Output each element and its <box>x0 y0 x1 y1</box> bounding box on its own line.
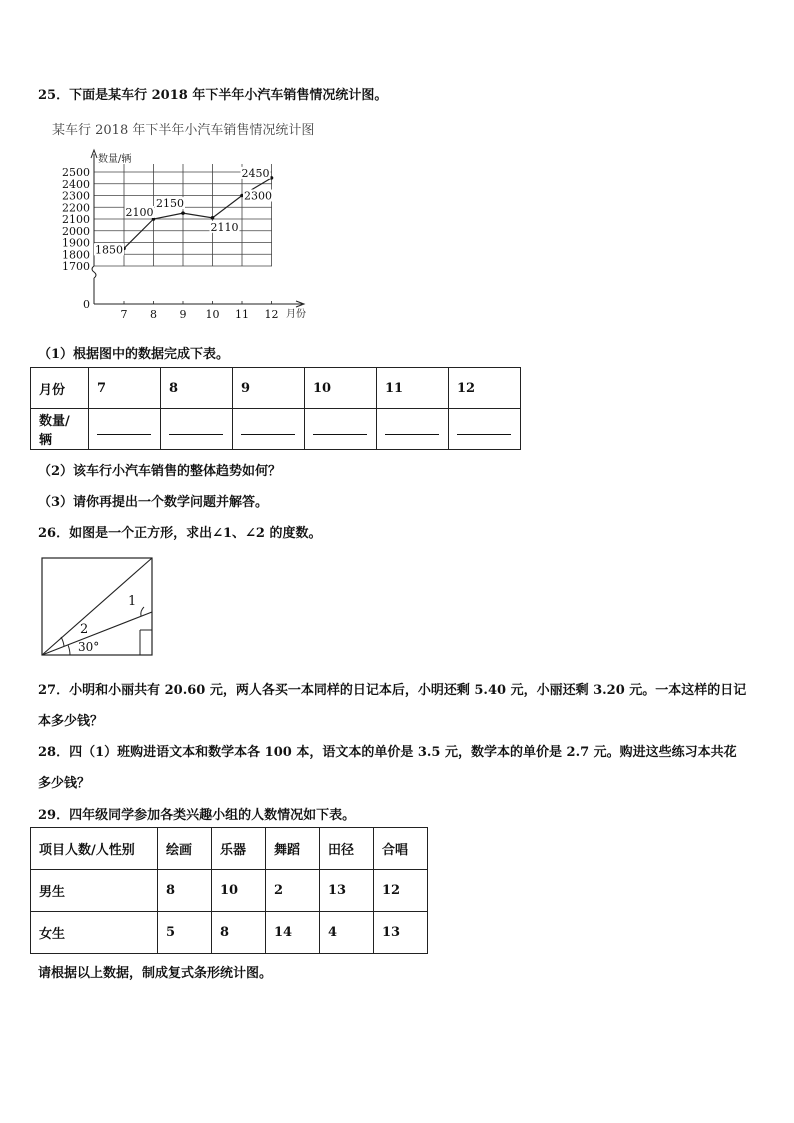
answer-blank[interactable] <box>313 420 367 435</box>
quantity-blank-cell[interactable] <box>377 409 449 450</box>
answer-blank[interactable] <box>385 420 439 435</box>
month-cell: 9 <box>233 368 305 409</box>
table-header-cell: 合唱 <box>374 828 428 870</box>
y-tick-label: 0 <box>83 298 90 311</box>
chart-series <box>94 167 273 257</box>
right-angle-mark <box>140 630 152 655</box>
quantity-blank-cell[interactable] <box>161 409 233 450</box>
y-axis-label: 数量/辆 <box>98 154 132 165</box>
square-angle-diagram <box>40 555 156 659</box>
q26-text: 26．如图是一个正方形，求出∠1、∠2 的度数。 <box>38 526 322 541</box>
month-header: 月份 <box>31 368 89 409</box>
answer-blank[interactable] <box>97 420 151 435</box>
table-cell: 14 <box>266 912 320 954</box>
month-cell: 11 <box>377 368 449 409</box>
month-cell: 8 <box>161 368 233 409</box>
y-tick-label: 2300 <box>62 189 90 203</box>
y-tick-label: 1900 <box>62 236 90 250</box>
data-label: 2450 <box>241 166 270 180</box>
q25-sub2: （2）该车行小汽车销售的整体趋势如何？ <box>38 464 282 479</box>
table-header-cell: 绘画 <box>158 828 212 870</box>
table-cell: 13 <box>320 870 374 912</box>
data-label: 2300 <box>244 189 272 203</box>
row-label: 男生 <box>31 870 158 912</box>
table-row <box>31 912 428 954</box>
quantity-header: 数量/辆 <box>31 409 89 450</box>
month-cell: 10 <box>305 368 377 409</box>
x-tick-label: 10 <box>205 308 220 321</box>
table-cell: 8 <box>212 912 266 954</box>
answer-blank[interactable] <box>457 420 511 435</box>
q28-line1: 28．四（1）班购进语文本和数学本各 100 本，语文本的单价是 3.5 元，数学本的单价是 2.7 元。购进这些练习本共花 <box>38 745 737 760</box>
quantity-blank-cell[interactable] <box>233 409 305 450</box>
table-header-cell: 田径 <box>320 828 374 870</box>
angle-1-arc <box>141 607 144 616</box>
table-row <box>31 870 428 912</box>
data-label: 2150 <box>156 197 184 211</box>
y-tick-label: 2000 <box>62 224 90 238</box>
table-header-cell: 舞蹈 <box>266 828 320 870</box>
angle-2-label: 2 <box>80 622 89 637</box>
y-tick-label: 2200 <box>62 201 90 215</box>
x-tick-label: 9 <box>179 308 187 321</box>
data-label: 2100 <box>125 206 154 219</box>
chart-grid <box>94 164 272 304</box>
row-label: 女生 <box>31 912 158 954</box>
table-cell: 5 <box>158 912 212 954</box>
table-cell: 8 <box>158 870 212 912</box>
axis-break-mark <box>92 266 96 278</box>
table-cell: 13 <box>374 912 428 954</box>
answer-blank[interactable] <box>241 420 295 435</box>
table-cell: 4 <box>320 912 374 954</box>
data-label: 2110 <box>210 220 239 234</box>
x-axis-label: 月份 <box>286 309 306 320</box>
quantity-blank-cell[interactable] <box>89 409 161 450</box>
data-label: 1850 <box>95 243 123 257</box>
quantity-blank-cell[interactable] <box>305 409 377 450</box>
table-cell: 12 <box>374 870 428 912</box>
q28-line2: 多少钱？ <box>38 776 91 791</box>
table-cell: 10 <box>212 870 266 912</box>
y-tick-label: 2500 <box>62 166 90 179</box>
month-cell: 7 <box>89 368 161 409</box>
sales-line-chart <box>40 118 340 328</box>
q29-footer: 请根据以上数据，制成复式条形统计图。 <box>38 966 273 981</box>
angle-1-label: 1 <box>128 594 137 609</box>
q25-title: 25．下面是某车行 2018 年下半年小汽车销售情况统计图。 <box>38 88 388 103</box>
x-tick-label: 8 <box>150 308 157 321</box>
y-tick-label: 2400 <box>62 177 90 191</box>
month-cell: 12 <box>449 368 521 409</box>
answer-blank[interactable] <box>169 420 223 435</box>
y-tick-label: 1700 <box>62 260 90 273</box>
q27-line2: 本多少钱？ <box>38 714 104 729</box>
q25-sub3: （3）请你再提出一个数学问题并解答。 <box>38 495 269 510</box>
quantity-blank-cell[interactable] <box>449 409 521 450</box>
chart-title: 某车行 2018 年下半年小汽车销售情况统计图 <box>52 123 315 138</box>
data-point <box>181 211 185 215</box>
q25-sub1: （1）根据图中的数据完成下表。 <box>38 347 230 362</box>
q27-line1: 27．小明和小丽共有 20.60 元，两人各买一本同样的日记本后，小明还剩 5.40 元，小丽还剩 3.20 元。一本这样的日记 <box>38 683 747 698</box>
x-tick-label: 7 <box>120 308 128 321</box>
y-tick-label: 1800 <box>62 248 90 262</box>
q29-title: 29．四年级同学参加各类兴趣小组的人数情况如下表。 <box>38 808 356 823</box>
chart-axes <box>91 150 304 307</box>
data-point <box>211 216 215 220</box>
month-quantity-table <box>30 367 521 450</box>
x-tick-label: 11 <box>235 308 249 321</box>
angle-2-arc <box>61 637 64 646</box>
interest-group-table <box>30 827 428 954</box>
angle-30-label: 30° <box>78 640 100 654</box>
table-header-cell: 乐器 <box>212 828 266 870</box>
angle-30-arc <box>68 645 70 655</box>
table-header-cell: 项目人数/人性别 <box>31 828 158 870</box>
table-cell: 2 <box>266 870 320 912</box>
y-tick-label: 2100 <box>62 213 90 226</box>
x-tick-label: 12 <box>264 308 279 321</box>
